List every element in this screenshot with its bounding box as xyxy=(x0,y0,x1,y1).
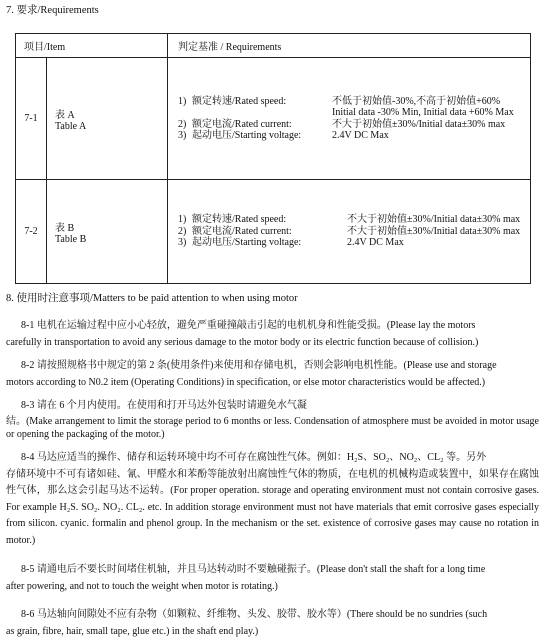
section-8-title: 8. 使用时注意事项/Matters to be paid attention to when using motor xyxy=(6,293,298,304)
req-label: 起动电压/Starting voltage: xyxy=(192,237,302,249)
req-num: 3) xyxy=(178,237,187,249)
req-line-continued xyxy=(178,107,530,119)
req-label: 额定电流/Rated current: xyxy=(192,225,292,237)
req-num: 2) xyxy=(178,225,187,237)
note-8-1 xyxy=(6,318,539,351)
req-label: 额定转速/Rated speed: xyxy=(192,95,287,107)
row-number: 7-2 xyxy=(16,180,47,284)
req-value: 2.4V DC Max xyxy=(347,237,404,249)
req-line xyxy=(178,214,530,226)
req-value: 2.4V DC Max xyxy=(332,130,389,141)
note-8-4 xyxy=(6,450,539,549)
req-value: 不大于初始值±30%/Initial data±30% max xyxy=(332,118,506,130)
item-en: Table B xyxy=(55,233,87,245)
table-header-row xyxy=(16,34,531,58)
req-value: 不大于初始值±30%/Initial data±30% max xyxy=(347,225,521,237)
row-item xyxy=(47,180,168,284)
req-label: 额定电流/Rated current: xyxy=(192,118,292,130)
note-continuation: 存储环境中不可有诸如硅、氰、甲醛水和苯酚等能放射出腐蚀性气体的物质，在电机的机械构造或装置中，如果存在腐蚀性气体，那么这会引起马达不运转。(For proper operation. storage and operating environment must not contain corrosive gases. For example H₂S. SO₂. NO₂. CL₂. etc. In addition storage environment must not have materials that emit corrosive gases especially from silicon. cyanic. formalin and phenol group. In the mechanism or the set. existence of corrosive gases may cause no rotation in motor.) xyxy=(6,468,539,546)
req-num: 1) xyxy=(178,214,187,226)
note-8-6 xyxy=(6,607,539,640)
note-8-5 xyxy=(6,562,539,595)
item-cn: 表 A xyxy=(55,109,75,121)
req-num: 1) xyxy=(178,95,187,107)
note-continuation: carefully in transportation to avoid any serious damage to the motor body or its electric function because of collision.) xyxy=(6,336,479,348)
req-value: 不大于初始值±30%/Initial data±30% max xyxy=(347,214,521,226)
req-line xyxy=(178,96,530,108)
req-value: 不低于初始值-30%,不高于初始值+60% xyxy=(332,95,501,107)
header-requirements: 判定基准 / Requirements xyxy=(168,34,531,58)
req-num: 2) xyxy=(178,118,187,130)
requirements-table xyxy=(15,33,531,284)
row-requirements xyxy=(168,180,531,284)
note-first-line: 8-1 电机在运输过程中应小心轻放，避免严重碰撞敲击引起的电机机身和性能受损。(Please lay the motors xyxy=(21,320,476,331)
item-en: Table A xyxy=(55,120,87,132)
table-row xyxy=(16,180,531,284)
req-value: Initial data -30% Min, Initial data +60% Max xyxy=(332,107,514,118)
note-8-2 xyxy=(6,358,539,391)
note-continuation: after powering, and not to touch the weight when motor is rotating.) xyxy=(6,580,278,592)
req-label: 起动电压/Starting voltage: xyxy=(192,130,302,141)
note-first-line: 8-3 请在 6 个月内使用。在使用和打开马达外包装时请避免水气凝 xyxy=(21,400,307,411)
note-continuation: 结。(Make arrangement to limit the storage period to 6 months or less. Condensation of atmosphere must be avoided in motor usage or opening the packaging of the motor.) xyxy=(6,415,539,440)
header-item: 项目/Item xyxy=(16,34,168,58)
note-continuation: as grain, fibre, hair, small tape, glue etc.) in the shaft end play.) xyxy=(6,625,259,637)
row-item xyxy=(47,58,168,180)
note-8-3 xyxy=(6,398,539,441)
note-continuation: motors according to N0.2 item (Operating Conditions) in specification, or else motor characteristics would be affected.) xyxy=(6,376,486,388)
note-first-line: 8-6 马达轴向间隙处不应有杂物（如颗粒、纤维物、头发、胶带、胶水等）(There should be no sundries (such xyxy=(21,609,488,620)
section-7-title: 7. 要求/Requirements xyxy=(6,5,99,16)
req-line xyxy=(178,226,530,238)
item-cn: 表 B xyxy=(55,222,75,234)
table-row xyxy=(16,58,531,180)
req-num: 3) xyxy=(178,130,187,141)
req-line xyxy=(178,119,530,131)
row-requirements xyxy=(168,58,531,180)
note-first-line: 8-5 请通电后不要长时间堵住机轴，并且马达转动时不要触碰振子。(Please don't stall the shaft for a long time xyxy=(21,564,486,575)
req-label: 额定转速/Rated speed: xyxy=(192,214,287,226)
req-line xyxy=(178,130,530,142)
req-line xyxy=(178,237,530,249)
note-first-line: 8-2 请按照规格书中规定的第 2 条(使用条件)来使用和存储电机，否则会影响电机性能。(Please use and storage xyxy=(21,360,497,371)
row-number: 7-1 xyxy=(16,58,47,180)
note-first-line: 8-4 马达应适当的操作、储存和运转环境中均不可存在腐蚀性气体。例如：H₂S、SO₂、NO₂、CL₂ 等。另外 xyxy=(21,452,487,463)
